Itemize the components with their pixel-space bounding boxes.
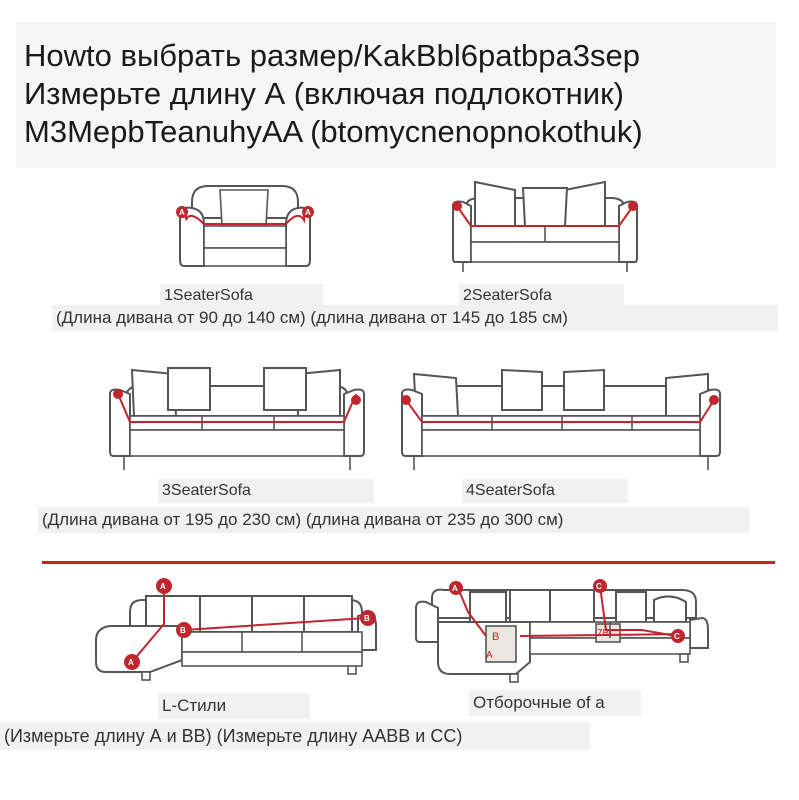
four-seater-figure [396,360,726,476]
three-seater-figure [104,360,370,476]
sofa-label-3seater: 3SeaterSofa [158,479,374,503]
marker-a-left: A [179,208,185,217]
header-title-line1: Howto выбрать размер/KakBbl6patbpa3sep [24,38,641,73]
sofa-label-1seater: 1SeaterSofa [160,284,323,308]
two-seater-figure [445,180,645,276]
header-title-line2: Измерьте длину А (включая подлокотник) [24,76,624,111]
marker-l-b-left: B [180,626,186,635]
u-shape-label: Отборочные of a [469,690,641,716]
marker-u-c-top: C [596,582,602,591]
range-row2: (Длина дивана от 195 до 230 см) (длина дивана от 235 до 300 см) [38,507,750,533]
measure-instructions: (Измерьте длину А и BB) (Измерьте длину AABB и CC) [0,722,590,750]
marker-a-right: A [305,208,311,217]
marker-l-b-right: B [364,614,370,623]
l-style-label: L-Стили [158,693,310,719]
sofa-label-2seater: 2SeaterSofa [459,284,624,308]
marker-u-a: A [452,584,458,593]
marker-l-a-top: A [160,582,166,591]
l-shaped-sofa-figure [86,576,386,686]
armchair-figure [170,180,320,280]
marker-u-b-text: B [492,631,500,643]
marker-u-a-text: A [486,650,493,661]
marker-u-7bi-text: 7BI [597,628,613,639]
section-divider [42,561,775,564]
header-title-line3: M3MepbTeanuhyAA (btomycnenopnokothuk) [24,114,643,149]
marker-u-c-right: C [674,632,680,641]
sofa-label-4seater: 4SeaterSofa [462,479,628,503]
range-row1: (Длина дивана от 90 до 140 см) (длина дивана от 145 до 185 см) [52,305,778,331]
header-panel [16,22,776,168]
u-shaped-sofa-figure [410,578,710,688]
marker-l-a-bottom: A [128,658,134,667]
